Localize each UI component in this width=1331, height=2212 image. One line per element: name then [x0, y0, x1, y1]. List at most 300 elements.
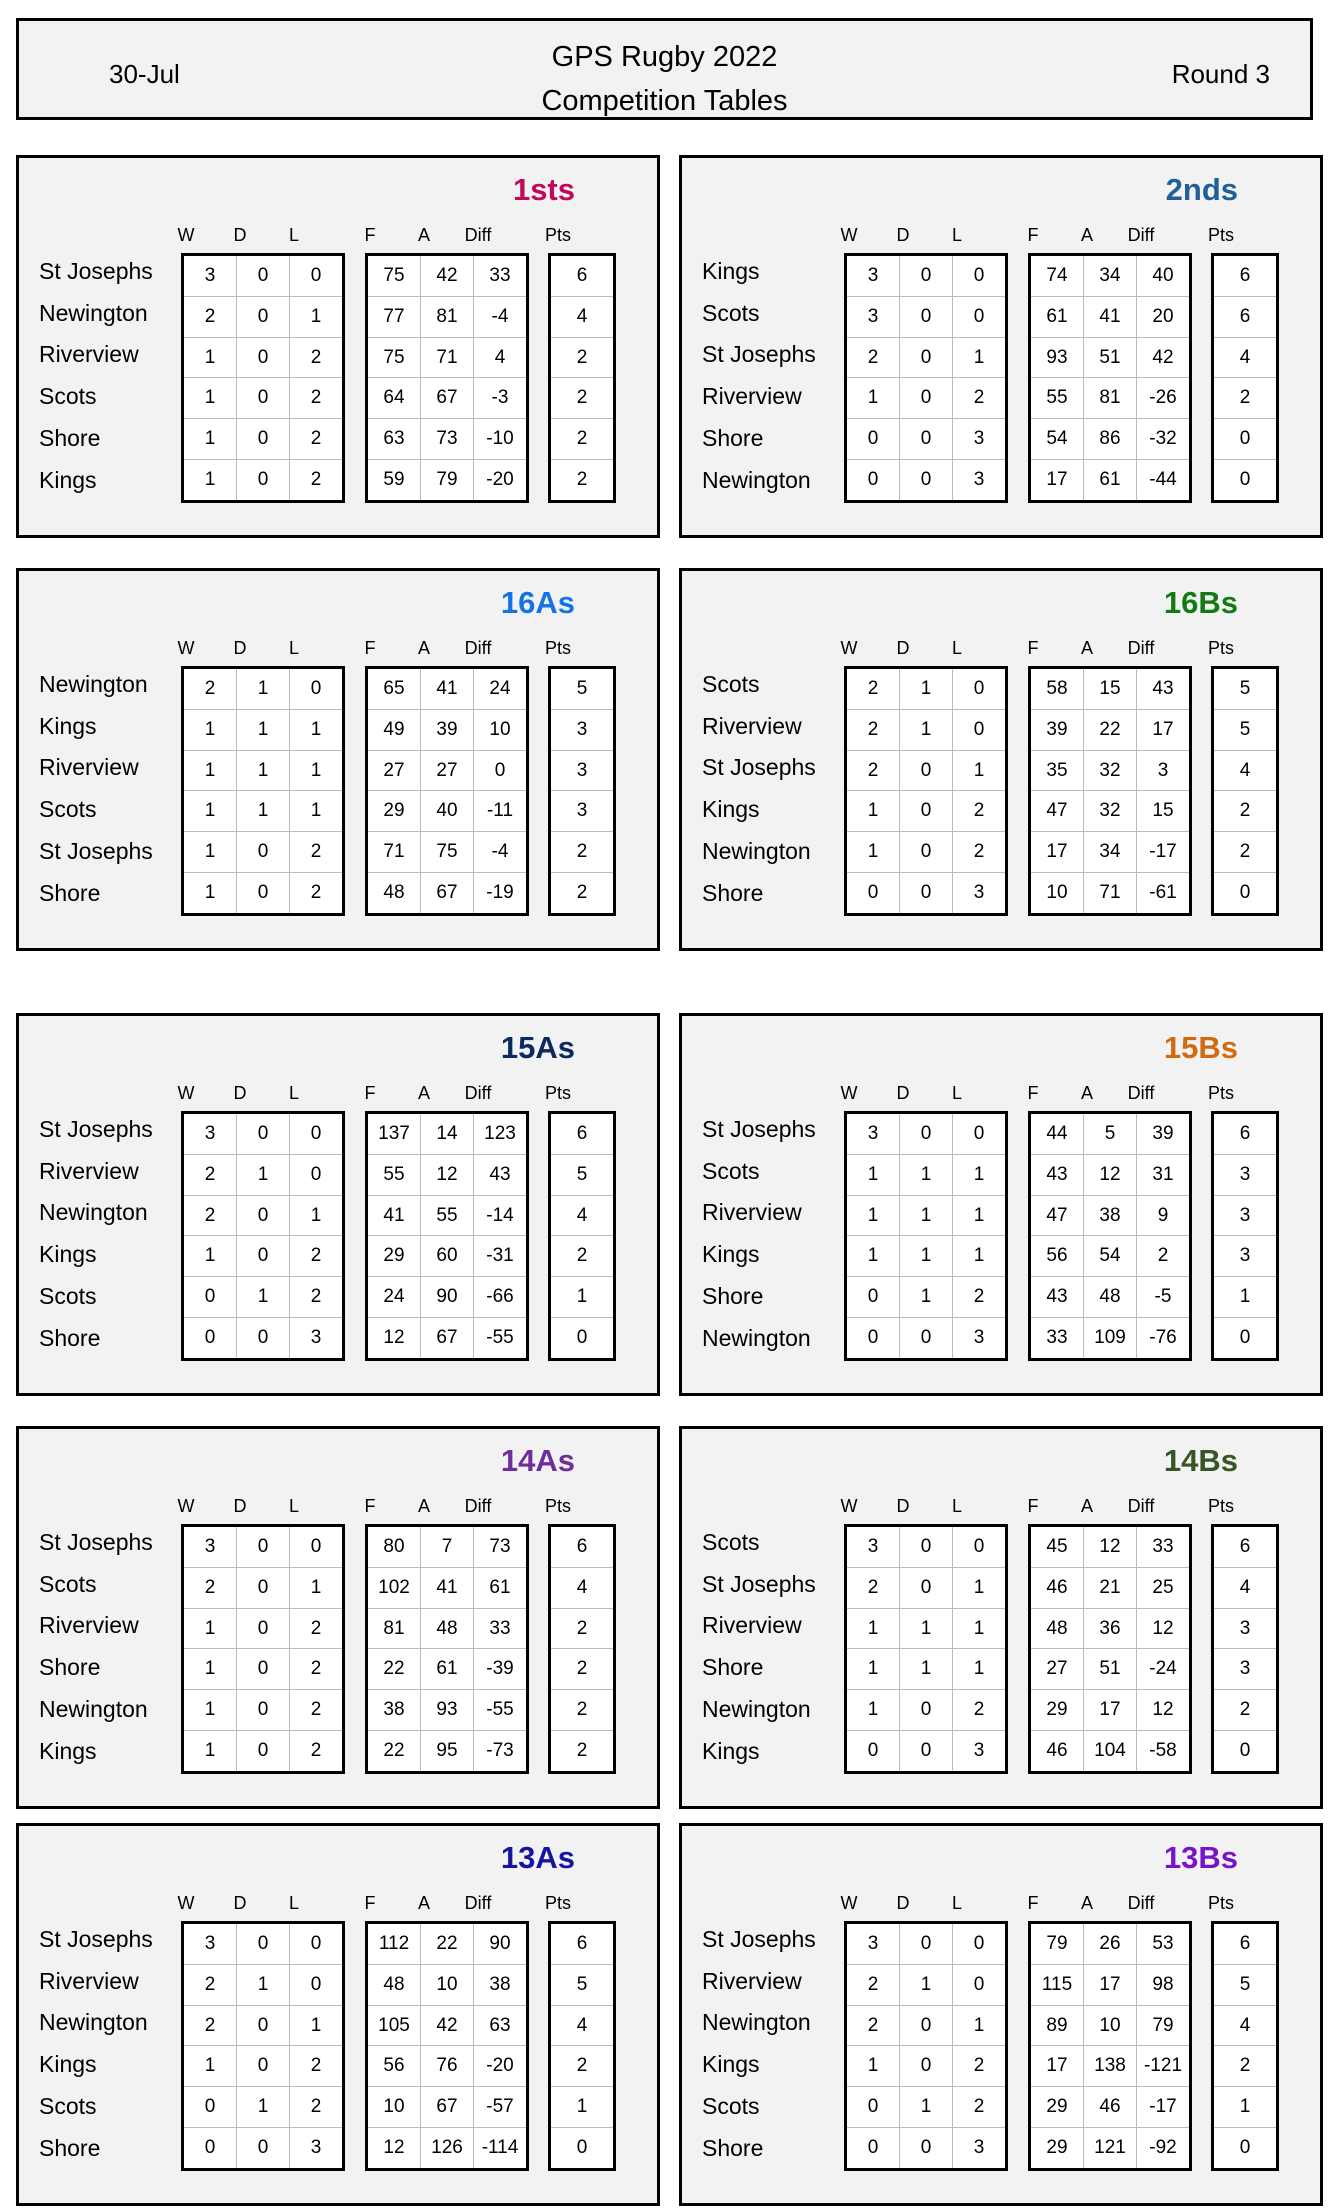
stats-column-points-against: [1084, 1924, 1137, 2168]
stat-cell: 109: [1094, 1327, 1126, 1349]
team-name: Kings: [702, 1737, 760, 1764]
stat-cell: 41: [1084, 297, 1136, 338]
stat-cell: 40: [1137, 256, 1189, 297]
stat-cell: 41: [368, 1196, 420, 1237]
stat-cell: 56: [368, 2046, 420, 2087]
stat-cell: 17: [1031, 2046, 1083, 2087]
stat-cell: 47: [1031, 1196, 1083, 1237]
stats-box: [1211, 666, 1279, 916]
stat-cell: 2: [184, 297, 236, 338]
stat-cell: 48: [383, 882, 405, 904]
stat-cell: 1: [953, 1609, 1005, 1650]
column-header-f: F: [364, 1893, 376, 1913]
stat-cell: 55: [421, 1196, 473, 1237]
competition-table-panel: [679, 1823, 1323, 2206]
team-name: Kings: [702, 1241, 760, 1268]
stats-column-losses: [953, 1114, 1005, 1358]
stats-box: [181, 253, 345, 503]
stat-cell: 2: [953, 1690, 1005, 1731]
team-name: Shore: [39, 1324, 101, 1351]
stat-cell: 3: [184, 1924, 236, 1965]
match-date: 30-Jul: [109, 59, 180, 89]
table-title: 1sts: [512, 172, 575, 207]
column-header-diff: Diff: [1127, 638, 1155, 658]
stats-column-competition-points: [1214, 669, 1276, 913]
stat-cell: 29: [1046, 2137, 1068, 2159]
stat-cell: 10: [421, 1965, 473, 2006]
column-header-w: W: [840, 1083, 858, 1103]
stat-cell: 1: [184, 751, 236, 792]
stat-cell: 1: [290, 751, 342, 792]
team-name: Riverview: [702, 712, 802, 739]
stat-cell: -121: [1137, 2046, 1189, 2087]
stats-box: [1211, 1921, 1279, 2171]
stats-column-draws: [237, 256, 290, 500]
stat-cell: 2: [290, 1690, 342, 1731]
stat-cell: 1: [847, 2046, 899, 2087]
team-name: Scots: [39, 796, 97, 823]
column-header-w: W: [840, 638, 858, 658]
stat-cell: 2: [290, 2046, 342, 2087]
stat-cell: 0: [237, 1236, 289, 1277]
stat-cell: 3: [1214, 1609, 1276, 1650]
column-header-pts: Pts: [544, 1083, 571, 1103]
stat-cell: 1: [184, 791, 236, 832]
stats-column-wins: [847, 256, 900, 500]
stat-cell: 0: [290, 1965, 342, 2006]
stat-cell: 0: [237, 378, 289, 419]
column-header-l: L: [951, 638, 962, 658]
stats-box: [1028, 666, 1192, 916]
stat-cell: 1: [847, 1609, 899, 1650]
team-name: Kings: [702, 796, 760, 823]
stat-cell: 1: [953, 1155, 1005, 1196]
stat-cell: 0: [237, 832, 289, 873]
stat-cell: 64: [368, 378, 420, 419]
stats-column-draws: [237, 1527, 290, 1771]
stat-cell: 0: [900, 1924, 952, 1965]
stat-cell: 1: [900, 1609, 952, 1650]
team-name: Riverview: [702, 1612, 802, 1639]
stat-cell: 81: [368, 1609, 420, 1650]
stat-cell: 54: [1031, 419, 1083, 460]
stat-cell: 2: [1214, 832, 1276, 873]
stats-box: [548, 1524, 616, 1774]
stat-cell: 43: [1031, 1155, 1083, 1196]
stats-box: [1028, 1111, 1192, 1361]
stat-cell: 2: [953, 832, 1005, 873]
stat-cell: 1: [184, 1236, 236, 1277]
stat-cell: 12: [1137, 1690, 1189, 1731]
column-header-l: L: [288, 638, 299, 658]
stat-cell: 0: [900, 2046, 952, 2087]
stats-column-competition-points: [551, 669, 613, 913]
stat-cell: 0: [290, 669, 342, 710]
stats-column-competition-points: [1214, 1527, 1276, 1771]
stat-cell: 12: [383, 2137, 405, 2159]
stat-cell: 0: [953, 710, 1005, 751]
table-title: 15Bs: [1163, 1030, 1238, 1065]
stats-column-points-against: [421, 1527, 474, 1771]
stats-column-wins: [847, 669, 900, 913]
stat-cell: 1: [204, 469, 216, 491]
stats-column-points-against: [1084, 1114, 1137, 1358]
stat-cell: 33: [474, 256, 526, 297]
column-header-pts: Pts: [1207, 1893, 1234, 1913]
column-header-diff: Diff: [464, 1893, 492, 1913]
stat-cell: 0: [920, 1327, 932, 1349]
team-name: Newington: [702, 837, 811, 864]
stats-column-points-against: [1084, 669, 1137, 913]
stat-cell: -14: [474, 1196, 526, 1237]
stat-cell: -17: [1137, 832, 1189, 873]
stat-cell: 39: [1137, 1114, 1189, 1155]
column-header-l: L: [951, 1083, 962, 1103]
stat-cell: 47: [1031, 791, 1083, 832]
stat-cell: 2: [1137, 1236, 1189, 1277]
team-name: Scots: [702, 1157, 760, 1184]
stat-cell: 1: [900, 1277, 952, 1318]
stat-cell: 2: [551, 832, 613, 873]
column-header-f: F: [364, 1496, 376, 1516]
stats-column-points-against: [421, 1114, 474, 1358]
stat-cell: 0: [847, 2087, 899, 2128]
stat-cell: 74: [1031, 256, 1083, 297]
stats-column-points-diff: [474, 669, 526, 913]
column-header-a: A: [1080, 638, 1093, 658]
stats-column-points-for: [1031, 256, 1084, 500]
stat-cell: 0: [867, 1740, 879, 1762]
stat-cell: 49: [368, 710, 420, 751]
stats-column-wins: [184, 1924, 237, 2168]
column-header-pts: Pts: [544, 1496, 571, 1516]
stat-cell: 0: [237, 1924, 289, 1965]
team-name: Kings: [39, 712, 97, 739]
column-header-a: A: [417, 225, 430, 245]
stat-cell: 0: [237, 338, 289, 379]
stats-box: [1211, 1111, 1279, 1361]
team-name: St Josephs: [39, 258, 153, 284]
stat-cell: 0: [953, 297, 1005, 338]
stat-cell: 31: [1137, 1155, 1189, 1196]
team-name: Scots: [39, 1282, 97, 1309]
stats-box: [181, 1921, 345, 2171]
stat-cell: 51: [1084, 1649, 1136, 1690]
stat-cell: 2: [310, 469, 322, 491]
stat-cell: 138: [1084, 2046, 1136, 2087]
stat-cell: 3: [1214, 1649, 1276, 1690]
stat-cell: 1: [900, 669, 952, 710]
team-name: Shore: [39, 1654, 101, 1681]
competition-table-panel: [679, 1013, 1323, 1396]
stat-cell: 6: [551, 256, 613, 297]
stats-column-points-diff: [1137, 669, 1189, 913]
stat-cell: 0: [900, 1527, 952, 1568]
stat-cell: 1: [847, 1196, 899, 1237]
stat-cell: 61: [1099, 469, 1121, 491]
stat-cell: 2: [184, 1568, 236, 1609]
stat-cell: 0: [1214, 419, 1276, 460]
stat-cell: 24: [368, 1277, 420, 1318]
competition-table-panel: [679, 568, 1323, 951]
stat-cell: 43: [1137, 669, 1189, 710]
stat-cell: 2: [847, 669, 899, 710]
stat-cell: 2: [551, 2046, 613, 2087]
stat-cell: 0: [237, 297, 289, 338]
stat-cell: 46: [1031, 1568, 1083, 1609]
stat-cell: 55: [1031, 378, 1083, 419]
stat-cell: 12: [1084, 1527, 1136, 1568]
stats-column-competition-points: [1214, 1924, 1276, 2168]
stat-cell: 36: [1084, 1609, 1136, 1650]
stat-cell: 1: [290, 2006, 342, 2047]
stat-cell: 89: [1031, 2006, 1083, 2047]
table-title: 14As: [500, 1443, 575, 1478]
stat-cell: 0: [237, 1609, 289, 1650]
stat-cell: 22: [368, 1649, 420, 1690]
stats-box: [844, 1524, 1008, 1774]
stat-cell: 1: [237, 1155, 289, 1196]
stat-cell: 0: [237, 1196, 289, 1237]
stat-cell: 10: [1046, 882, 1068, 904]
stat-cell: 33: [1046, 1327, 1068, 1349]
page-title: [19, 35, 1310, 123]
stat-cell: 0: [237, 1568, 289, 1609]
stat-cell: 1: [1214, 2087, 1276, 2128]
stats-column-losses: [290, 256, 342, 500]
stat-cell: 3: [973, 1327, 985, 1349]
team-name: Newington: [702, 2009, 811, 2036]
stat-cell: 67: [436, 882, 458, 904]
stat-cell: 0: [867, 1327, 879, 1349]
stats-column-points-for: [368, 256, 421, 500]
stat-cell: 1: [900, 1649, 952, 1690]
stats-column-draws: [900, 669, 953, 913]
team-name: Newington: [39, 1199, 148, 1226]
stat-cell: 90: [474, 1924, 526, 1965]
stat-cell: 55: [368, 1155, 420, 1196]
stat-cell: -55: [474, 1690, 526, 1731]
column-header-l: L: [288, 1893, 299, 1913]
stats-box: [1028, 253, 1192, 503]
stats-column-points-diff: [1137, 1114, 1189, 1358]
stats-column-losses: [953, 256, 1005, 500]
stat-cell: 2: [953, 378, 1005, 419]
stat-cell: 29: [1031, 2087, 1083, 2128]
stat-cell: 0: [184, 1277, 236, 1318]
stat-cell: 39: [1031, 710, 1083, 751]
column-header-f: F: [1027, 1893, 1039, 1913]
stat-cell: 48: [368, 1965, 420, 2006]
stat-cell: 27: [421, 751, 473, 792]
stats-box: [844, 1921, 1008, 2171]
stat-cell: 12: [1137, 1609, 1189, 1650]
stat-cell: 1: [184, 710, 236, 751]
team-name: Kings: [702, 2051, 760, 2078]
stat-cell: 0: [953, 1965, 1005, 2006]
stat-cell: 3: [847, 297, 899, 338]
column-header-w: W: [177, 638, 195, 658]
stat-cell: 3: [847, 1114, 899, 1155]
stat-cell: 38: [368, 1690, 420, 1731]
stat-cell: 102: [368, 1568, 420, 1609]
team-name: Newington: [702, 466, 811, 493]
stat-cell: 0: [900, 419, 952, 460]
stat-cell: 42: [1137, 338, 1189, 379]
stat-cell: 0: [900, 751, 952, 792]
stat-cell: 46: [1084, 2087, 1136, 2128]
stat-cell: 0: [290, 1114, 342, 1155]
stat-cell: 1: [551, 2087, 613, 2128]
competition-table-panel: [16, 1823, 660, 2206]
stat-cell: 2: [184, 1155, 236, 1196]
stats-box: [1028, 1921, 1192, 2171]
stat-cell: 0: [900, 338, 952, 379]
stats-column-wins: [184, 256, 237, 500]
stat-cell: 6: [1214, 1924, 1276, 1965]
stat-cell: 76: [421, 2046, 473, 2087]
stat-cell: 38: [474, 1965, 526, 2006]
stat-cell: 0: [237, 1527, 289, 1568]
stats-box: [844, 253, 1008, 503]
stat-cell: 2: [551, 1609, 613, 1650]
stat-cell: 2: [551, 378, 613, 419]
stat-cell: 3: [551, 791, 613, 832]
stat-cell: 75: [368, 338, 420, 379]
column-header-d: D: [233, 1893, 247, 1913]
column-header-w: W: [177, 225, 195, 245]
stats-box: [365, 253, 529, 503]
team-name: St Josephs: [39, 1926, 153, 1952]
stat-cell: 6: [1214, 1114, 1276, 1155]
stat-cell: 0: [257, 1740, 269, 1762]
stat-cell: 0: [1239, 469, 1251, 491]
stat-cell: 0: [474, 751, 526, 792]
stat-cell: 1: [204, 1740, 216, 1762]
stat-cell: -5: [1137, 1277, 1189, 1318]
stat-cell: 0: [900, 1568, 952, 1609]
stat-cell: 59: [383, 469, 405, 491]
column-header-d: D: [233, 1496, 247, 1516]
page-header: [16, 18, 1313, 120]
column-header-a: A: [417, 1496, 430, 1516]
stat-cell: 20: [1137, 297, 1189, 338]
stat-cell: 35: [1031, 751, 1083, 792]
stat-cell: 53: [1137, 1924, 1189, 1965]
stat-cell: 22: [383, 1740, 405, 1762]
column-header-diff: Diff: [1127, 1893, 1155, 1913]
column-header-w: W: [840, 1496, 858, 1516]
stat-cell: 0: [257, 1327, 269, 1349]
stat-cell: 17: [1031, 832, 1083, 873]
column-header-f: F: [364, 1083, 376, 1103]
stat-cell: 0: [900, 2006, 952, 2047]
stat-cell: 2: [1214, 378, 1276, 419]
stat-cell: 73: [474, 1527, 526, 1568]
column-header-l: L: [951, 225, 962, 245]
team-name: Riverview: [702, 383, 802, 410]
stat-cell: 1: [290, 297, 342, 338]
stat-cell: 41: [421, 669, 473, 710]
stat-cell: 3: [310, 1327, 322, 1349]
stat-cell: 32: [1084, 751, 1136, 792]
stat-cell: 2: [290, 1277, 342, 1318]
stat-cell: 0: [237, 1114, 289, 1155]
team-name: Shore: [39, 424, 101, 451]
stat-cell: 58: [1031, 669, 1083, 710]
stat-cell: 33: [1137, 1527, 1189, 1568]
stat-cell: 1: [237, 791, 289, 832]
stat-cell: 0: [576, 2137, 588, 2159]
competition-table-panel: [16, 155, 660, 538]
team-name: Riverview: [702, 1199, 802, 1226]
stats-column-wins: [847, 1527, 900, 1771]
stats-column-competition-points: [551, 1924, 613, 2168]
stat-cell: 45: [1031, 1527, 1083, 1568]
stat-cell: 3: [1214, 1196, 1276, 1237]
stat-cell: 7: [421, 1527, 473, 1568]
stats-column-points-against: [1084, 1527, 1137, 1771]
team-name: St Josephs: [702, 341, 816, 368]
column-header-w: W: [177, 1083, 195, 1103]
stat-cell: 1: [953, 751, 1005, 792]
stats-column-wins: [847, 1114, 900, 1358]
column-header-d: D: [896, 1083, 910, 1103]
stats-box: [844, 1111, 1008, 1361]
stat-cell: 17: [1084, 1690, 1136, 1731]
stat-cell: 46: [1046, 1740, 1068, 1762]
competition-table-panel: [679, 1426, 1323, 1809]
stat-cell: 95: [436, 1740, 458, 1762]
stats-column-points-for: [1031, 1114, 1084, 1358]
stat-cell: 2: [576, 469, 588, 491]
stat-cell: 0: [290, 1527, 342, 1568]
stat-cell: 39: [421, 710, 473, 751]
stat-cell: 2: [1214, 1690, 1276, 1731]
stat-cell: 0: [867, 2137, 879, 2159]
stat-cell: 3: [847, 256, 899, 297]
stat-cell: 0: [1239, 2137, 1251, 2159]
stat-cell: 90: [421, 1277, 473, 1318]
stat-cell: 48: [421, 1609, 473, 1650]
stat-cell: 2: [847, 338, 899, 379]
stat-cell: 38: [1084, 1196, 1136, 1237]
title-line-1: GPS Rugby 2022: [551, 41, 778, 73]
stat-cell: 1: [237, 710, 289, 751]
stat-cell: 48: [1084, 1277, 1136, 1318]
stat-cell: 6: [551, 1924, 613, 1965]
stat-cell: 0: [290, 256, 342, 297]
stats-column-points-diff: [1137, 1527, 1189, 1771]
stat-cell: 26: [1084, 1924, 1136, 1965]
stat-cell: 10: [1084, 2006, 1136, 2047]
stat-cell: 0: [237, 2006, 289, 2047]
stats-box: [365, 1524, 529, 1774]
stat-cell: 73: [421, 419, 473, 460]
stat-cell: 1: [237, 751, 289, 792]
stat-cell: -19: [486, 882, 514, 904]
stat-cell: 0: [900, 1114, 952, 1155]
stat-cell: 0: [900, 791, 952, 832]
stat-cell: -20: [486, 469, 514, 491]
stat-cell: 54: [1084, 1236, 1136, 1277]
stats-column-points-diff: [474, 1924, 526, 2168]
column-header-l: L: [951, 1496, 962, 1516]
stat-cell: 1: [237, 2087, 289, 2128]
stat-cell: 44: [1031, 1114, 1083, 1155]
stat-cell: 67: [421, 2087, 473, 2128]
stat-cell: 67: [421, 378, 473, 419]
